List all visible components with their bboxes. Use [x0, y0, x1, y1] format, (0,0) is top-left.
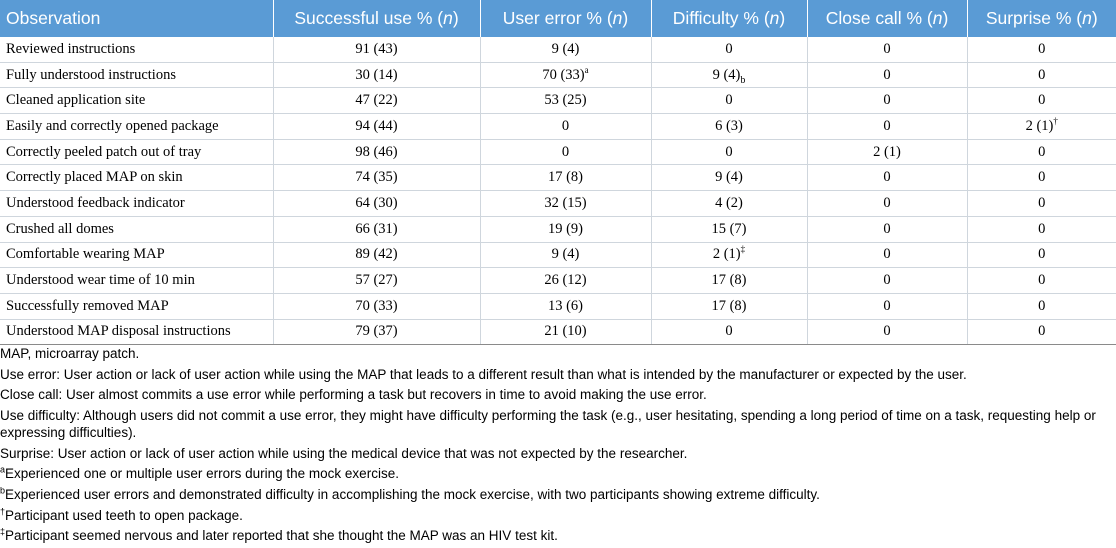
- column-header-observation: [0, 0, 273, 37]
- footnote: [0, 345, 1112, 362]
- cell-value: 0: [725, 92, 733, 109]
- cell-value: 21 (10): [544, 323, 587, 340]
- cell-value: 79 (37): [355, 323, 398, 340]
- value-cell-surprise: [967, 191, 1116, 217]
- cell-value: 9 (4): [715, 169, 743, 186]
- value-cell-successful-use: [273, 114, 480, 140]
- cell-value: 0: [725, 40, 733, 57]
- cell-value: Cleaned application site: [6, 92, 146, 109]
- cell-value: 74 (35): [355, 169, 398, 186]
- observation-cell: [0, 139, 273, 165]
- footnote: [0, 445, 1112, 462]
- cell-value: 53 (25): [544, 92, 587, 109]
- value-cell-successful-use: [273, 37, 480, 62]
- table-row: [0, 139, 1116, 165]
- value-cell-user-error: [480, 88, 651, 114]
- value-cell-difficulty: [651, 216, 807, 242]
- cell-value: Easily and correctly opened package: [6, 117, 219, 134]
- header-row: [0, 0, 1116, 37]
- value-cell-successful-use: [273, 293, 480, 319]
- n-symbol: n: [769, 8, 780, 28]
- observation-cell: [0, 37, 273, 62]
- value-cell-user-error: [480, 216, 651, 242]
- cell-value: 89 (42): [355, 246, 398, 263]
- column-header-difficulty: [651, 0, 807, 37]
- observation-cell: [0, 319, 273, 345]
- value-cell-user-error: [480, 191, 651, 217]
- value-cell-close-call: [807, 88, 967, 114]
- cell-value: 9 (4): [551, 40, 580, 57]
- cell-value: 2 (1): [1025, 117, 1054, 134]
- column-header-label: Observation: [6, 8, 101, 28]
- value-cell-successful-use: [273, 62, 480, 88]
- table-row: [0, 216, 1116, 242]
- value-cell-surprise: [967, 37, 1116, 62]
- footnote-marker: ‡: [740, 244, 746, 255]
- footnote: [0, 486, 1112, 503]
- observation-cell: [0, 268, 273, 294]
- table-footnotes: [0, 345, 1112, 548]
- cell-value: 70 (33): [355, 297, 398, 314]
- value-cell-user-error: [480, 114, 651, 140]
- value-cell-successful-use: [273, 165, 480, 191]
- footnote: [0, 527, 1112, 544]
- cell-value: 0: [883, 220, 891, 237]
- cell-value: 0: [883, 169, 891, 186]
- cell-value: 0: [561, 117, 570, 134]
- value-cell-surprise: [967, 165, 1116, 191]
- column-header-successful-use: [273, 0, 480, 37]
- table-row: [0, 114, 1116, 140]
- footnote-text: MAP, microarray patch.: [0, 346, 140, 361]
- cell-value: 0: [725, 323, 733, 340]
- column-header-label: Successful use % (: [294, 8, 444, 28]
- value-cell-user-error: [480, 293, 651, 319]
- footnote-text: Close call: User almost commits a use error while performing a task but recovers in time to avoid making the use error.: [0, 387, 707, 403]
- cell-value: 0: [883, 323, 891, 340]
- cell-value: 15 (7): [711, 220, 747, 237]
- value-cell-surprise: [967, 319, 1116, 345]
- value-cell-successful-use: [273, 216, 480, 242]
- cell-value: 4 (2): [715, 194, 743, 211]
- value-cell-surprise: [967, 62, 1116, 88]
- value-cell-successful-use: [273, 191, 480, 217]
- footnote-text: Use difficulty: Although users did not commit a use error, they might have difficulty performing the task (e.g., user hesitating, spending a long period of time on a task, requesting help or expressing difficulties).: [0, 407, 1096, 441]
- cell-value: 0: [1038, 92, 1046, 109]
- value-cell-surprise: [967, 268, 1116, 294]
- close-paren: ): [779, 8, 786, 28]
- observation-cell: [0, 191, 273, 217]
- cell-value: Understood MAP disposal instructions: [6, 323, 231, 340]
- observation-cell: [0, 88, 273, 114]
- table-row: [0, 319, 1116, 345]
- n-symbol: n: [1082, 8, 1092, 28]
- observation-cell: [0, 62, 273, 88]
- close-paren: ): [942, 8, 949, 28]
- value-cell-close-call: [807, 165, 967, 191]
- close-paren: ): [1091, 8, 1098, 28]
- cell-value: 32 (15): [544, 194, 587, 211]
- value-cell-difficulty: [651, 191, 807, 217]
- value-cell-difficulty: [651, 242, 807, 268]
- cell-value: 0: [883, 66, 891, 83]
- cell-value: 2 (1): [873, 143, 901, 160]
- cell-value: 0: [883, 92, 891, 109]
- cell-value: 9 (4): [551, 246, 580, 263]
- value-cell-surprise: [967, 88, 1116, 114]
- value-cell-close-call: [807, 242, 967, 268]
- cell-value: 94 (44): [355, 117, 398, 134]
- cell-value: 0: [883, 194, 891, 211]
- value-cell-close-call: [807, 37, 967, 62]
- value-cell-close-call: [807, 139, 967, 165]
- value-cell-close-call: [807, 293, 967, 319]
- footnote: [0, 366, 1112, 383]
- cell-value: Fully understood instructions: [6, 66, 176, 83]
- value-cell-difficulty: [651, 139, 807, 165]
- cell-value: 9 (4): [712, 66, 741, 83]
- cell-value: 17 (8): [711, 297, 747, 314]
- cell-value: 0: [725, 143, 733, 160]
- cell-value: 17 (8): [547, 169, 584, 186]
- cell-value: 2 (1): [712, 246, 741, 263]
- cell-value: 0: [1038, 143, 1046, 160]
- cell-value: 0: [1038, 220, 1046, 237]
- cell-value: 0: [883, 40, 891, 57]
- value-cell-difficulty: [651, 88, 807, 114]
- value-cell-successful-use: [273, 268, 480, 294]
- table-row: [0, 62, 1116, 88]
- cell-value: 0: [1038, 66, 1046, 83]
- cell-value: 0: [883, 272, 891, 289]
- value-cell-user-error: [480, 165, 651, 191]
- footnote-text: Participant seemed nervous and later reported that she thought the MAP was an HIV test kit.: [5, 528, 558, 544]
- value-cell-close-call: [807, 319, 967, 345]
- cell-value: 19 (9): [547, 220, 584, 237]
- table-row: [0, 293, 1116, 319]
- table-row: [0, 88, 1116, 114]
- value-cell-difficulty: [651, 319, 807, 345]
- value-cell-difficulty: [651, 37, 807, 62]
- n-symbol: n: [612, 8, 623, 28]
- cell-value: Understood feedback indicator: [6, 194, 185, 211]
- cell-value: Reviewed instructions: [6, 40, 136, 57]
- cell-value: Correctly peeled patch out of tray: [6, 143, 202, 160]
- value-cell-surprise: [967, 293, 1116, 319]
- value-cell-successful-use: [273, 139, 480, 165]
- cell-value: 26 (12): [544, 272, 587, 289]
- column-header-close-call: [807, 0, 967, 37]
- footnote-text: Experienced one or multiple user errors during the mock exercise.: [5, 466, 399, 482]
- cell-value: 13 (6): [547, 297, 584, 314]
- footnote-mark: ‡: [0, 526, 6, 537]
- value-cell-close-call: [807, 114, 967, 140]
- cell-value: 0: [561, 143, 570, 160]
- footnote: [0, 465, 1112, 482]
- cell-value: 0: [1038, 246, 1046, 263]
- cell-value: 0: [1038, 272, 1046, 289]
- cell-value: Comfortable wearing MAP: [6, 246, 165, 263]
- footnote-text: Experienced user errors and demonstrated difficulty in accomplishing the mock exercise, with two participants showing extreme difficulty.: [5, 486, 820, 502]
- value-cell-close-call: [807, 191, 967, 217]
- table-body: [0, 37, 1116, 345]
- n-symbol: n: [932, 8, 943, 28]
- close-paren: ): [452, 8, 459, 28]
- cell-value: 0: [1038, 323, 1046, 340]
- value-cell-user-error: [480, 37, 651, 62]
- cell-value: 64 (30): [355, 194, 398, 211]
- observation-cell: [0, 242, 273, 268]
- value-cell-user-error: [480, 319, 651, 345]
- value-cell-surprise: [967, 114, 1116, 140]
- observation-cell: [0, 216, 273, 242]
- cell-value: 0: [1038, 194, 1046, 211]
- value-cell-user-error: [480, 268, 651, 294]
- footnote-mark: †: [0, 506, 6, 517]
- observation-cell: [0, 293, 273, 319]
- cell-value: 6 (3): [715, 117, 743, 134]
- footnote-mark: b: [0, 485, 6, 496]
- cell-value: Crushed all domes: [6, 220, 114, 237]
- footnote-marker: b: [740, 74, 746, 86]
- column-header-label: User error % (: [502, 8, 613, 28]
- table-row: [0, 191, 1116, 217]
- table-row: [0, 165, 1116, 191]
- footnote-text: Use error: User action or lack of user action while using the MAP that leads to a different result than what is intended by the manufacturer or expected by the user.: [0, 366, 967, 382]
- cell-value: 70 (33): [542, 66, 585, 83]
- value-cell-user-error: [480, 139, 651, 165]
- observation-cell: [0, 165, 273, 191]
- value-cell-successful-use: [273, 88, 480, 114]
- footnote: [0, 386, 1112, 403]
- cell-value: 0: [883, 117, 891, 134]
- table-row: [0, 37, 1116, 62]
- value-cell-difficulty: [651, 268, 807, 294]
- value-cell-close-call: [807, 268, 967, 294]
- value-cell-successful-use: [273, 242, 480, 268]
- footnote-text: Surprise: User action or lack of user action while using the medical device that was not expected by the researcher.: [0, 445, 688, 461]
- value-cell-close-call: [807, 216, 967, 242]
- observation-cell: [0, 114, 273, 140]
- column-header-label: Close call % (: [825, 8, 933, 28]
- table-row: [0, 242, 1116, 268]
- cell-value: 0: [883, 297, 891, 314]
- cell-value: 66 (31): [355, 220, 398, 237]
- cell-value: 30 (14): [355, 66, 398, 83]
- footnote-marker: a: [584, 64, 589, 75]
- cell-value: 0: [1038, 169, 1046, 186]
- column-header-user-error: [480, 0, 651, 37]
- cell-value: 91 (43): [355, 40, 398, 57]
- footnote-text: Participant used teeth to open package.: [5, 507, 243, 523]
- footnote: [0, 407, 1112, 442]
- value-cell-user-error: [480, 242, 651, 268]
- cell-value: 57 (27): [355, 272, 398, 289]
- column-header-label: Difficulty % (: [672, 8, 770, 28]
- cell-value: 0: [1038, 40, 1046, 57]
- value-cell-difficulty: [651, 293, 807, 319]
- n-symbol: n: [443, 8, 453, 28]
- cell-value: 0: [1038, 297, 1046, 314]
- cell-value: Successfully removed MAP: [6, 297, 169, 314]
- value-cell-user-error: [480, 62, 651, 88]
- value-cell-surprise: [967, 216, 1116, 242]
- footnote-mark: a: [0, 464, 6, 475]
- cell-value: Understood wear time of 10 min: [6, 272, 195, 289]
- close-paren: ): [622, 8, 629, 28]
- cell-value: 0: [883, 246, 891, 263]
- table-header: [0, 0, 1116, 37]
- value-cell-surprise: [967, 139, 1116, 165]
- cell-value: Correctly placed MAP on skin: [6, 169, 183, 186]
- cell-value: 47 (22): [355, 92, 398, 109]
- value-cell-successful-use: [273, 319, 480, 345]
- column-header-label: Surprise % (: [985, 8, 1083, 28]
- table-row: [0, 268, 1116, 294]
- value-cell-close-call: [807, 62, 967, 88]
- cell-value: 98 (46): [355, 143, 398, 160]
- value-cell-difficulty: [651, 165, 807, 191]
- column-header-surprise: [967, 0, 1116, 37]
- footnote: [0, 507, 1112, 524]
- value-cell-difficulty: [651, 114, 807, 140]
- cell-value: 17 (8): [711, 272, 747, 289]
- value-cell-difficulty: [651, 62, 807, 88]
- value-cell-surprise: [967, 242, 1116, 268]
- footnote-marker: †: [1053, 116, 1058, 127]
